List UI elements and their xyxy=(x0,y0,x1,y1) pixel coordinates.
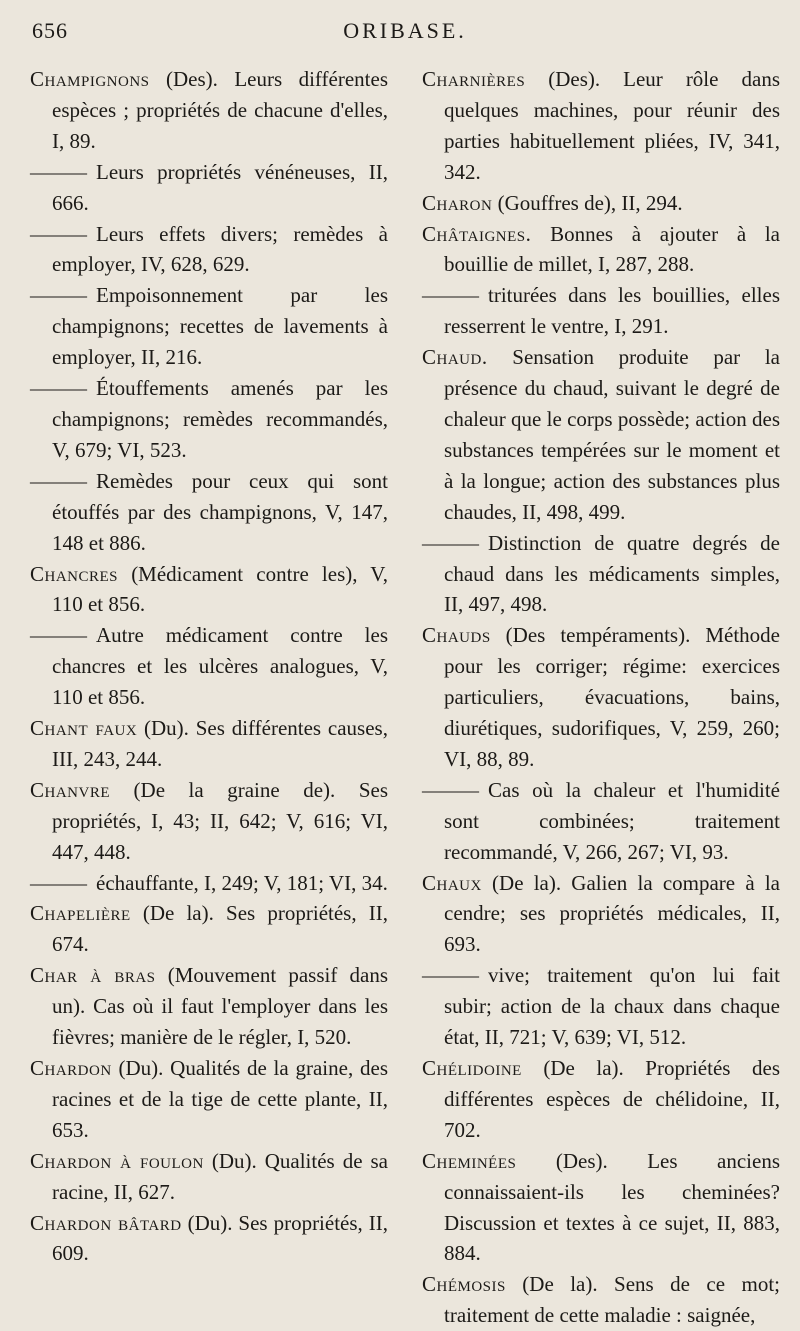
entry-headword: Chardon à foulon xyxy=(30,1148,204,1173)
entry-text: (De la). Sens de ce mot; traitement de cette maladie : saignée, xyxy=(444,1272,780,1328)
sub-entry: ——— vive; traitement qu'on lui fait subir; action de la chaux dans chaque état, II, 721; V, 639; VI, 512. xyxy=(444,960,780,1053)
entry-text: (De la). Propriétés des différentes espèces de chélidoine, II, 702. xyxy=(444,1056,780,1142)
entry-text: (Des). Les anciens connaissaient-ils les cheminées? Discussion et textes à ce sujet, II, 883, 884. xyxy=(444,1148,780,1266)
entry-headword: Char à bras xyxy=(30,963,156,988)
entry-headword: Charon xyxy=(422,190,493,215)
index-entry xyxy=(30,898,388,960)
index-entry xyxy=(30,960,388,1053)
entry-text: (Du). Qualités de sa racine, II, 627. xyxy=(52,1148,388,1204)
index-entry xyxy=(30,559,388,714)
entry-headword: Cheminées xyxy=(422,1148,517,1173)
index-entry xyxy=(422,1053,780,1146)
running-head xyxy=(30,14,780,50)
entry-text: (Des). Leur rôle dans quelques machines, pour réunir des parties habituellement pliées, IV, 341, 342. xyxy=(444,67,780,184)
entry-headword: Charnières xyxy=(422,67,526,91)
entry-headword: Chancres xyxy=(30,561,119,586)
index-entry xyxy=(30,775,388,899)
index-entry xyxy=(422,868,780,1053)
index-entry xyxy=(30,1053,388,1146)
entry-headword: Chaud. xyxy=(422,345,488,370)
sub-entry: ——— Distinction de quatre degrés de chaud dans les médicaments simples, II, 497, 498. xyxy=(444,528,780,621)
sub-entry: ——— Remèdes pour ceux qui sont étouffés par des champignons, V, 147, 148 et 886. xyxy=(52,466,388,559)
entry-text: (Mouvement passif dans un). Cas où il faut l'employer dans les fièvres; manière de le régler, I, 520. xyxy=(52,963,388,1050)
entry-headword: Chémosis xyxy=(422,1272,506,1297)
index-entry xyxy=(30,64,388,559)
left-column xyxy=(30,64,388,1331)
entry-headword: Chardon bâtard xyxy=(30,1210,182,1235)
index-entry xyxy=(30,1146,388,1208)
entry-headword: Chaux xyxy=(422,870,482,895)
entry-text: Sensation produite par la présence du chaud, suivant le degré de chaleur que le corps possède; action des substances tempérées sur le moment et à la longue; action des substances plus chaudes, II, 498, 499. xyxy=(444,345,780,524)
entry-text: (Des). Leurs différentes espèces ; propriétés de chacune d'elles, I, 89. xyxy=(52,67,388,153)
entry-text: (Du). Ses propriétés, II, 609. xyxy=(52,1210,388,1266)
entry-headword: Chanvre xyxy=(30,777,111,802)
sub-entry: ——— Leurs effets divers; remèdes à employer, IV, 628, 629. xyxy=(52,219,388,281)
entry-text: (Du). Qualités de la graine, des racines et de la tige de cette plante, II, 653. xyxy=(52,1056,388,1142)
sub-entry: ——— Cas où la chaleur et l'humidité sont combinées; traitement recommandé, V, 266, 267; VI, 93. xyxy=(444,775,780,868)
right-column xyxy=(422,64,780,1331)
entry-headword: Châtaignes. xyxy=(422,221,532,246)
page-number: 656 xyxy=(32,18,68,43)
running-title: ORIBASE. xyxy=(343,18,467,43)
index-entry xyxy=(30,713,388,775)
entry-headword: Chauds xyxy=(422,623,491,648)
index-entry xyxy=(422,1146,780,1270)
entry-headword: Champignons xyxy=(30,67,150,91)
index-entry xyxy=(422,342,780,620)
index-entry xyxy=(30,1208,388,1270)
entry-text: (Médicament contre les), V, 110 et 856. xyxy=(52,561,388,617)
entry-text: (De la). Galien la compare à la cendre; ses propriétés médicales, II, 693. xyxy=(444,870,780,957)
sub-entry: ——— Empoisonnement par les champignons; recettes de lavements à employer, II, 216. xyxy=(52,280,388,373)
sub-entry: ——— Étouffements amenés par les champignons; remèdes recommandés, V, 679; VI, 523. xyxy=(52,373,388,466)
index-entry xyxy=(422,1269,780,1331)
entry-headword: Chélidoine xyxy=(422,1056,522,1080)
entry-headword: Chapelière xyxy=(30,901,131,926)
index-entry xyxy=(422,620,780,867)
entry-text: (Du). Ses différentes causes, III, 243, 244. xyxy=(52,716,388,771)
entry-text: (De la graine de). Ses propriétés, I, 43; II, 642; V, 616; VI, 447, 448. xyxy=(52,777,388,864)
index-columns xyxy=(30,64,780,1331)
entry-text: (De la). Ses propriétés, II, 674. xyxy=(52,901,388,957)
index-entry xyxy=(422,188,780,219)
entry-headword: Chant faux xyxy=(30,716,138,741)
entry-text: (Des tempéraments). Méthode pour les corriger; régime: exercices particuliers, évacuations, bains, diurétiques, sudorifiques, V, 259, 260; VI, 88, 89. xyxy=(444,623,780,771)
sub-entry: ——— Autre médicament contre les chancres et les ulcères analogues, V, 110 et 856. xyxy=(52,620,388,713)
index-entry xyxy=(422,64,780,188)
entry-text: Bonnes à ajouter à la bouillie de millet, I, 287, 288. xyxy=(444,221,780,277)
sub-entry: ——— échauffante, I, 249; V, 181; VI, 34. xyxy=(52,868,388,899)
index-entry xyxy=(422,219,780,343)
entry-headword: Chardon xyxy=(30,1056,112,1080)
entry-text: (Gouffres de), II, 294. xyxy=(492,190,683,215)
sub-entry: ——— triturées dans les bouillies, elles resserrent le ventre, I, 291. xyxy=(444,280,780,342)
sub-entry: ——— Leurs propriétés vénéneuses, II, 666. xyxy=(52,157,388,219)
